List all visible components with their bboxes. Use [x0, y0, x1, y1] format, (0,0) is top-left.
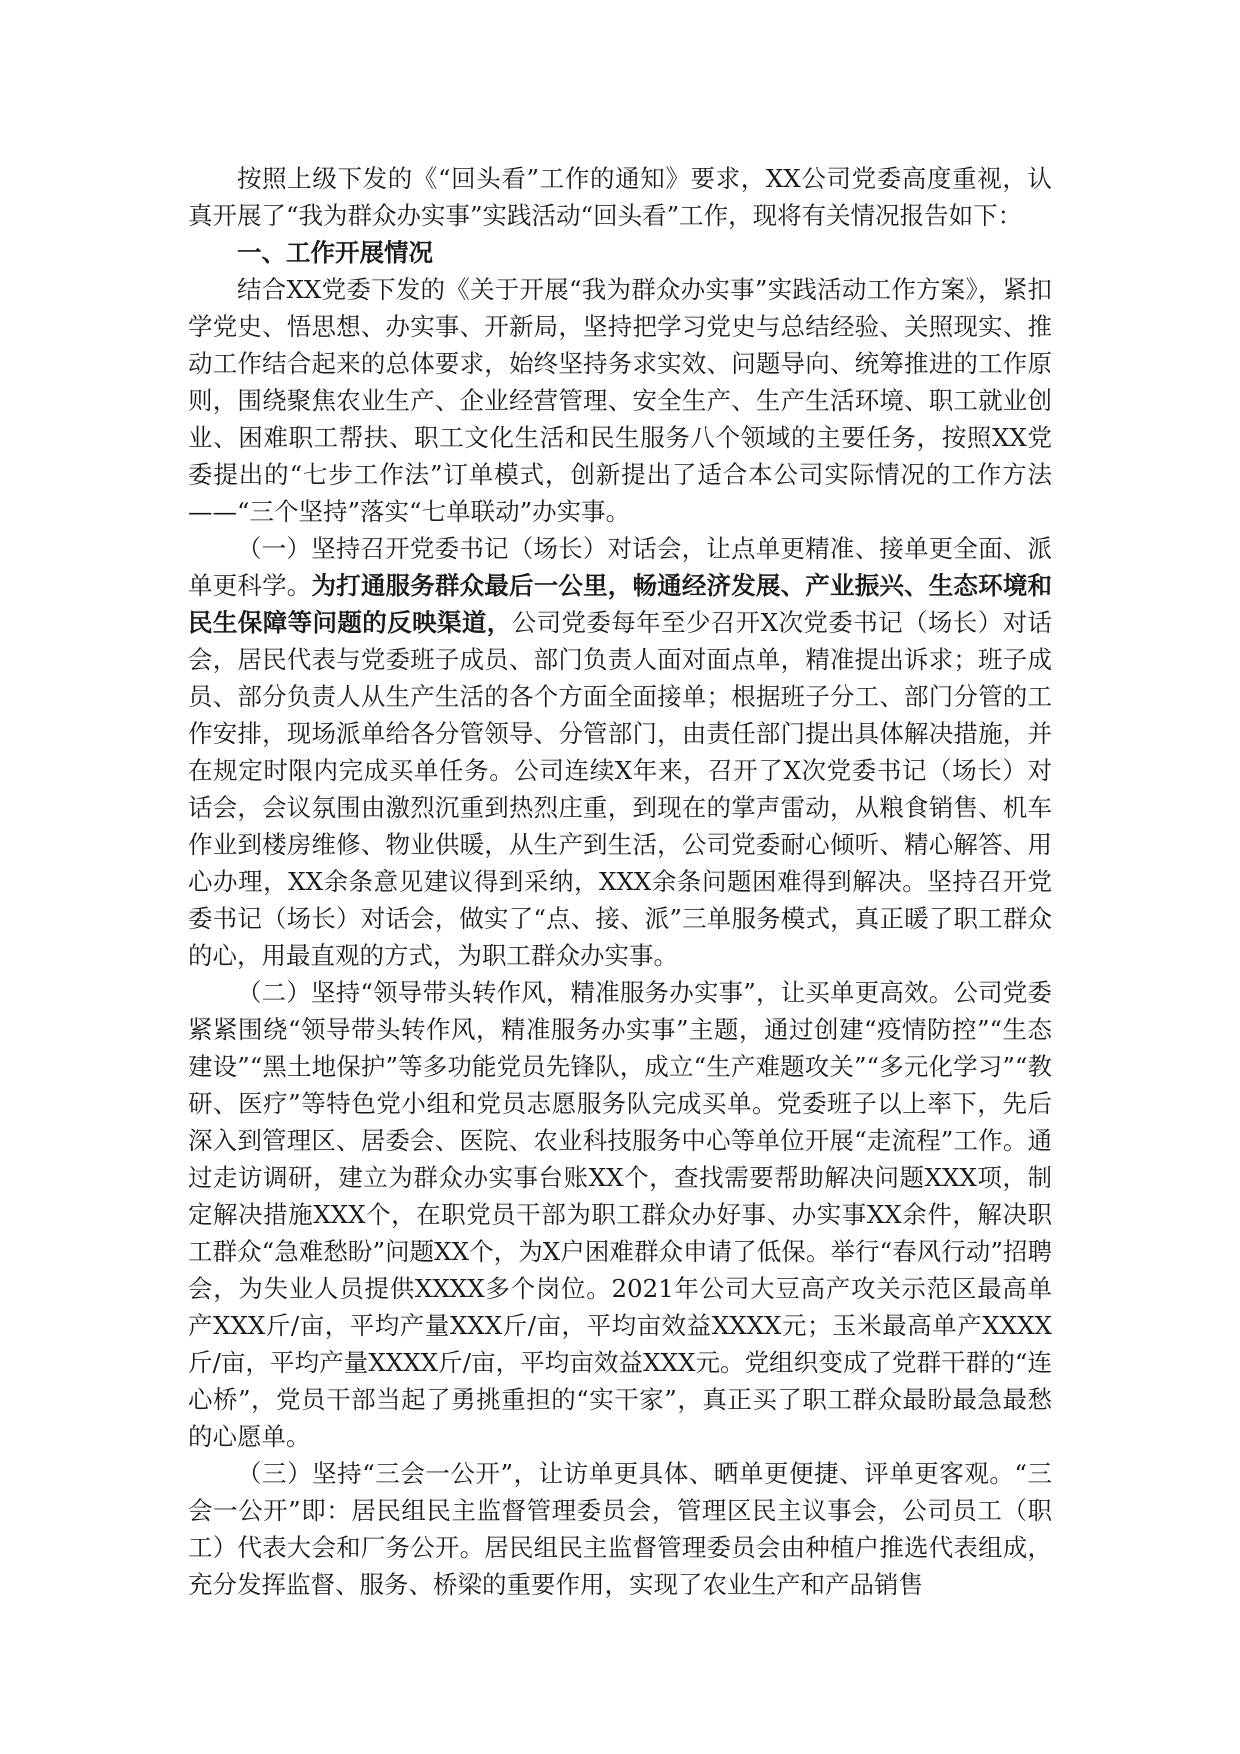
section-paragraph: 结合XX党委下发的《关于开展“我为群众办实事”实践活动工作方案》，紧扣学党史、悟思想、办实事、开新局，坚持把学习党史与总结经验、关照现实、推动工作结合起来的总体要求，始终坚持务求实效、问题导向、统筹推进的工作原则，围绕聚焦农业生产、企业经营管理、安全生产、生产生活环境、职工就业创业、困难职工帮扶、职工文化生活和民生服务八个领域的主要任务，按照XX党委提出的“七步工作法”订单模式，创新提出了适合本公司实际情况的工作方法——“三个坚持”落实“七单联动”办实事。: [188, 275, 1052, 526]
item-one-paragraph: [188, 530, 1052, 974]
item-three-paragraph: （三）坚持“三会一公开”，让访单更具体、晒单更便捷、评单更客观。“三会一公开”即：居民组民主监督管理委员会，管理区民主议事会，公司员工（职工）代表大会和厂务公开。居民组民主监督管理委员会由种植户推选代表组成，充分发挥监督、服务、桥梁的重要作用，实现了农业生产和产品销售: [188, 1459, 1052, 1599]
item-one-body: 公司党委每年至少召开X次党委书记（场长）对话会，居民代表与党委班子成员、部门负责人面对面点单，精准提出诉求；班子成员、部分负责人从生产生活的各个方面全面接单；根据班子分工、部门分管的工作安排，现场派单给各分管领导、分管部门，由责任部门提出具体解决措施，并在规定时限内完成买单任务。公司连续X年来，召开了X次党委书记（场长）对话会，会议氛围由激烈沉重到热烈庄重，到现在的掌声雷动，从粮食销售、机车作业到楼房维修、物业供暖，从生产到生活，公司党委耐心倾听、精心解答、用心办理，XX余条意见建议得到采纳，XXX余条问题困难得到解决。坚持召开党委书记（场长）对话会，做实了“点、接、派”三单服务模式，真正暖了职工群众的心，用最直观的方式，为职工群众办实事。: [188, 608, 1052, 970]
document-body: [188, 160, 1052, 1603]
section-heading: 一、工作开展情况: [237, 238, 433, 267]
item-two-paragraph: （二）坚持“领导带头转作风，精准服务办实事”，让买单更高效。公司党委紧紧围绕“领导带头转作风，精准服务办实事”主题，通过创建“疫情防控”“生态建设”“黑土地保护”等多功能党员先锋队，成立“生产难题攻关”“多元化学习”“教研、医疗”等特色党小组和党员志愿服务队完成买单。党委班子以上率下，先后深入到管理区、居委会、医院、农业科技服务中心等单位开展“走流程”工作。通过走访调研，建立为群众办实事台账XX个，查找需要帮助解决问题XXX项，制定解决措施XXX个，在职党员干部为职工群众办好事、办实事XX余件，解决职工群众“急难愁盼”问题XX个，为X户困难群众申请了低保。举行“春风行动”招聘会，为失业人员提供XXXX多个岗位。2021年公司大豆高产攻关示范区最高单产XXX斤/亩，平均产量XXX斤/亩，平均亩效益XXXX元；玉米最高单产XXXX斤/亩，平均产量XXXX斤/亩，平均亩效益XXX元。党组织变成了党群干群的“连心桥”，党员干部当起了勇挑重担的“实干家”，真正买了职工群众最盼最急最愁的心愿单。: [188, 978, 1052, 1451]
item-one-emphasis: 为打通服务群众最后一公里，畅通经济发展、产业振兴、生态环境和民生保障等问题的反映渠道，: [188, 571, 1053, 637]
intro-paragraph: 按照上级下发的《“回头看”工作的通知》要求，XX公司党委高度重视，认真开展了“我为群众办实事”实践活动“回头看”工作，现将有关情况报告如下：: [188, 164, 1052, 230]
item-one-lead: （一）坚持召开党委书记（场长）对话会，让点单更精准、接单更全面、派单更科学。: [188, 534, 1052, 600]
